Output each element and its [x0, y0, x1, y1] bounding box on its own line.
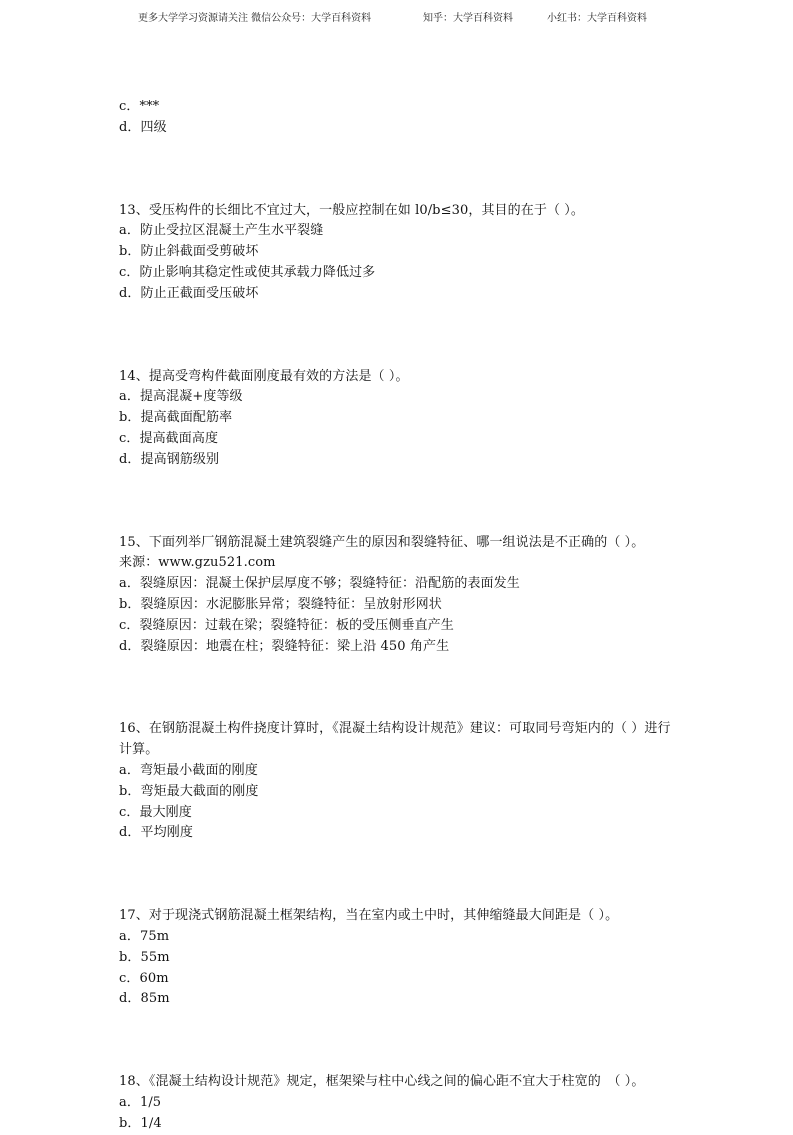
- option-d: d．防止正截面受压破坏: [119, 285, 259, 301]
- question-17: [119, 906, 699, 1010]
- option-b: b．提高截面配筋率: [119, 410, 233, 426]
- option-d: d．提高钢筋级别: [119, 451, 220, 467]
- question-13: [119, 201, 699, 305]
- header-zhihu-note: 知乎：大学百科资料: [423, 13, 513, 24]
- option-a: a．防止受拉区混凝土产生水平裂缝: [119, 223, 324, 239]
- option-d: d．平均刚度: [119, 825, 193, 841]
- option-b: b．防止斜截面受剪破坏: [119, 244, 259, 260]
- option-b: b．55m: [119, 949, 170, 965]
- option-b: b．裂缝原因：水泥膨胀异常；裂缝特征：呈放射形网状: [119, 596, 442, 612]
- option-c: c．提高截面高度: [119, 430, 219, 446]
- option-a: a．75m: [119, 928, 170, 944]
- question-16: [119, 719, 699, 844]
- option-c: c．裂缝原因：过载在梁；裂缝特征：板的受压侧垂直产生: [119, 617, 454, 633]
- question-title: 18、《混凝土结构设计规范》规定，框架梁与柱中心线之间的偏心距不宜大于柱宽的 （ ）。: [119, 1074, 645, 1090]
- question-12-tail: [119, 97, 699, 139]
- option-a: a．1/5: [119, 1094, 162, 1110]
- option-c: c．最大刚度: [119, 804, 192, 820]
- question-15: [119, 533, 699, 658]
- question-title: 15、下面列举厂钢筋混凝土建筑裂缝产生的原因和裂缝特征、哪一组说法是不正确的（ ）。: [119, 534, 645, 550]
- question-title: 17、对于现浇式钢筋混凝土框架结构，当在室内或土中时，其伸缩缝最大间距是（ ）。: [119, 908, 619, 924]
- question-14: [119, 367, 699, 471]
- question-18: [119, 1072, 699, 1134]
- option-c: c．***: [119, 99, 160, 114]
- question-title: 13、受压构件的长细比不宜过大，一般应控制在如 l0/b≤30，其目的在于（ ）。: [119, 202, 584, 218]
- option-b: b．弯矩最大截面的刚度: [119, 783, 259, 799]
- option-c: c．60m: [119, 970, 169, 986]
- option-d: d．裂缝原因：地震在柱；裂缝特征：梁上沿 450 角产生: [119, 638, 450, 654]
- question-list: [119, 97, 699, 1135]
- header-xiaohongshu-note: 小红书：大学百科资料: [547, 13, 647, 24]
- source-line: 来源：www.gzu521.com: [119, 555, 276, 571]
- option-d: d．四级: [119, 119, 167, 135]
- question-title: 14、提高受弯构件截面刚度最有效的方法是（ ）。: [119, 368, 409, 384]
- option-a: a．提高混凝+度等级: [119, 389, 243, 405]
- question-title: 16、在钢筋混凝土构件挠度计算时，《混凝土结构设计规范》建议：可取同号弯矩内的（ ）进行计算。: [119, 721, 671, 758]
- option-b: b．1/4: [119, 1115, 162, 1131]
- option-c: c．防止影响其稳定性或使其承载力降低过多: [119, 264, 376, 280]
- option-d: d．85m: [119, 991, 170, 1007]
- header-wechat-note: 更多大学学习资源请关注 微信公众号：大学百科资料: [138, 13, 372, 24]
- option-a: a．弯矩最小截面的刚度: [119, 762, 258, 778]
- page-header: [0, 12, 793, 26]
- option-a: a．裂缝原因：混凝土保护层厚度不够；裂缝特征：沿配筋的表面发生: [119, 576, 520, 592]
